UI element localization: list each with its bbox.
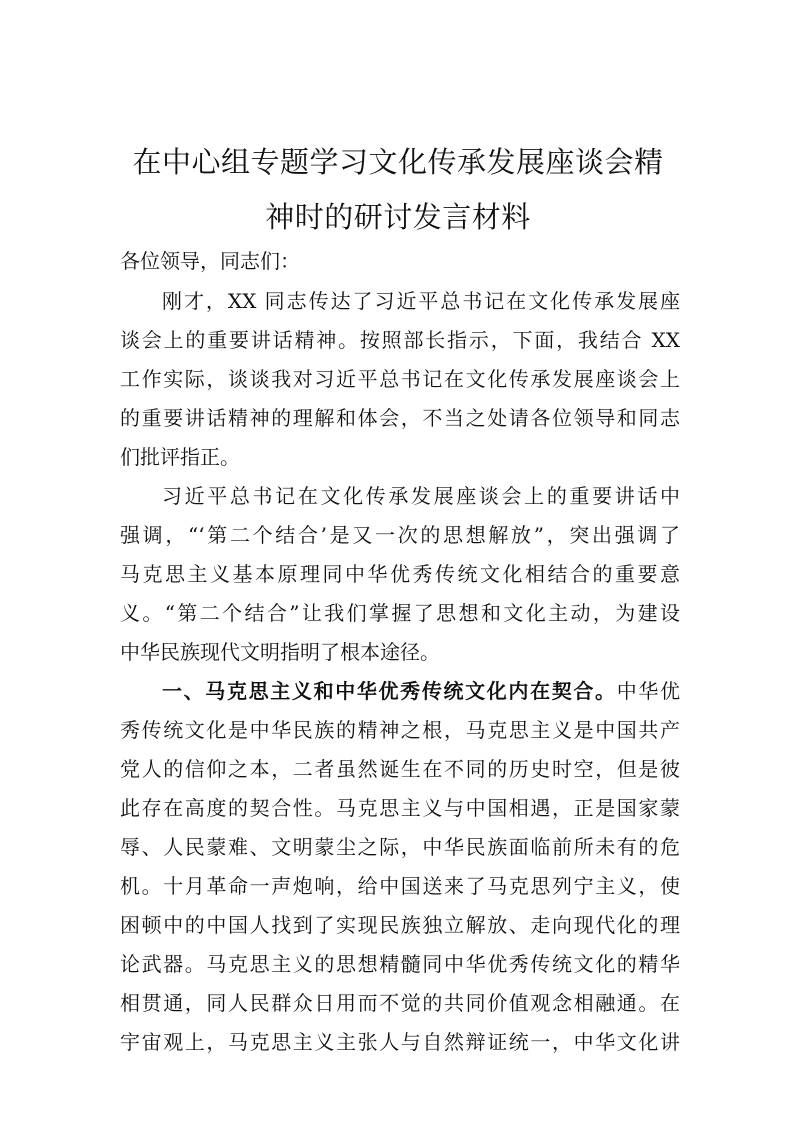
paragraph-3-line: 论武器。马克思主义的思想精髓同中华优秀传统文化的精华 — [120, 952, 680, 976]
paragraph-2-line: 中华民族现代文明指明了根本途径。 — [120, 640, 440, 664]
paragraph-2-line: 义。“第二个结合”让我们掌握了思想和文化主动，为建设 — [120, 601, 680, 625]
salutation: 各位领导，同志们： — [120, 249, 300, 273]
paragraph-3-first-line — [162, 677, 680, 705]
paragraph-1-line: 刚才，XX 同志传达了习近平总书记在文化传承发展座 — [162, 289, 680, 313]
paragraph-3-line: 宇宙观上，马克思主义主张人与自然辩证统一，中华文化讲 — [120, 1030, 680, 1054]
paragraph-3-line: 相贯通，同人民群众日用而不觉的共同价值观念相融通。在 — [120, 991, 680, 1015]
document-title-line-1: 在中心组专题学习文化传承发展座谈会精 — [132, 145, 664, 179]
document-title-line-2: 神时的研讨发言材料 — [265, 200, 531, 234]
paragraph-3-line: 此存在高度的契合性。马克思主义与中国相遇，正是国家蒙 — [120, 796, 680, 820]
paragraph-2-line: 习近平总书记在文化传承发展座谈会上的重要讲话中 — [162, 484, 680, 508]
paragraph-1-line: 谈会上的重要讲话精神。按照部长指示，下面，我结合 XX — [120, 328, 680, 352]
paragraph-3-first-tail: 中华优 — [616, 679, 681, 703]
paragraph-2-line: 马克思主义基本原理同中华优秀传统文化相结合的重要意 — [120, 562, 680, 586]
paragraph-3-line: 秀传统文化是中华民族的精神之根，马克思主义是中国共产 — [120, 718, 680, 742]
section-heading: 一、马克思主义和中华优秀传统文化内在契合。 — [162, 679, 617, 703]
paragraph-3-line: 机。十月革命一声炮响，给中国送来了马克思列宁主义，使 — [120, 874, 680, 898]
paragraph-3-line: 党人的信仰之本，二者虽然诞生在不同的历史时空，但是彼 — [120, 757, 680, 781]
paragraph-1-line: 工作实际，谈谈我对习近平总书记在文化传承发展座谈会上 — [120, 367, 680, 391]
paragraph-3-line: 辱、人民蒙难、文明蒙尘之际，中华民族面临前所未有的危 — [120, 835, 680, 859]
paragraph-3-line: 困顿中的中国人找到了实现民族独立解放、走向现代化的理 — [120, 913, 680, 937]
paragraph-1-line: 们批评指正。 — [120, 445, 240, 469]
paragraph-2-line: 强调，“‘第二个结合’是又一次的思想解放”，突出强调了 — [120, 523, 680, 547]
paragraph-1-line: 的重要讲话精神的理解和体会，不当之处请各位领导和同志 — [120, 406, 680, 430]
